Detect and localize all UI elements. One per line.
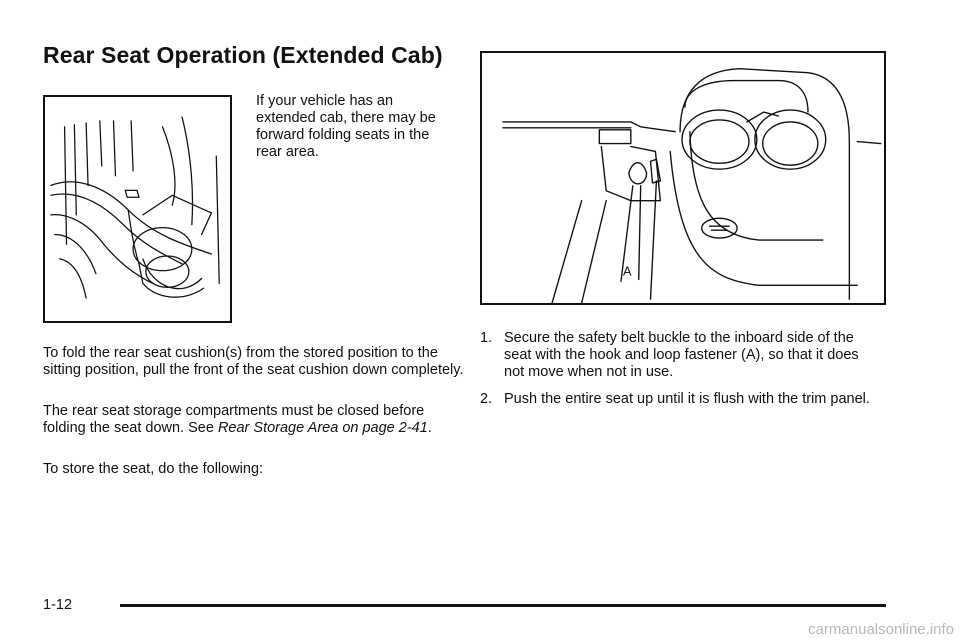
footer-rule: [120, 604, 886, 607]
page-title: Rear Seat Operation (Extended Cab): [43, 42, 443, 68]
fastener-label: A: [622, 263, 632, 279]
step-1: [480, 330, 880, 381]
buckle-illustration: [480, 51, 886, 305]
storage-end: .: [427, 420, 432, 436]
storage-link[interactable]: Rear Storage Area on page 2-41: [217, 420, 428, 436]
step-text: Secure the safety belt buckle to the inboard side of the seat with the hook and loop fastener (A), so that it does not move when not in use.: [504, 330, 859, 380]
seat-drawing: [45, 97, 230, 321]
step-number: 1.: [480, 330, 493, 346]
step-2: [480, 391, 880, 408]
storage-paragraph: [43, 403, 468, 437]
steps-list: [480, 330, 880, 418]
step-number: 2.: [480, 391, 493, 407]
storage-text: The rear seat storage compartments must be closed before folding the seat down. See: [43, 403, 425, 436]
watermark: carmanualsonline.info: [808, 621, 954, 638]
store-paragraph: To store the seat, do the following:: [43, 461, 264, 477]
step-text: Push the entire seat up until it is flush with the trim panel.: [504, 391, 870, 407]
page-number: 1-12: [43, 597, 73, 613]
intro-paragraph: If your vehicle has an extended cab, there may be forward folding seats in the rear area.: [256, 93, 436, 160]
fold-paragraph: To fold the rear seat cushion(s) from the stored position to the sitting position, pull the front of the seat cushion down completely.: [43, 345, 464, 378]
seat-illustration: [43, 95, 232, 323]
buckle-drawing: [482, 53, 884, 303]
